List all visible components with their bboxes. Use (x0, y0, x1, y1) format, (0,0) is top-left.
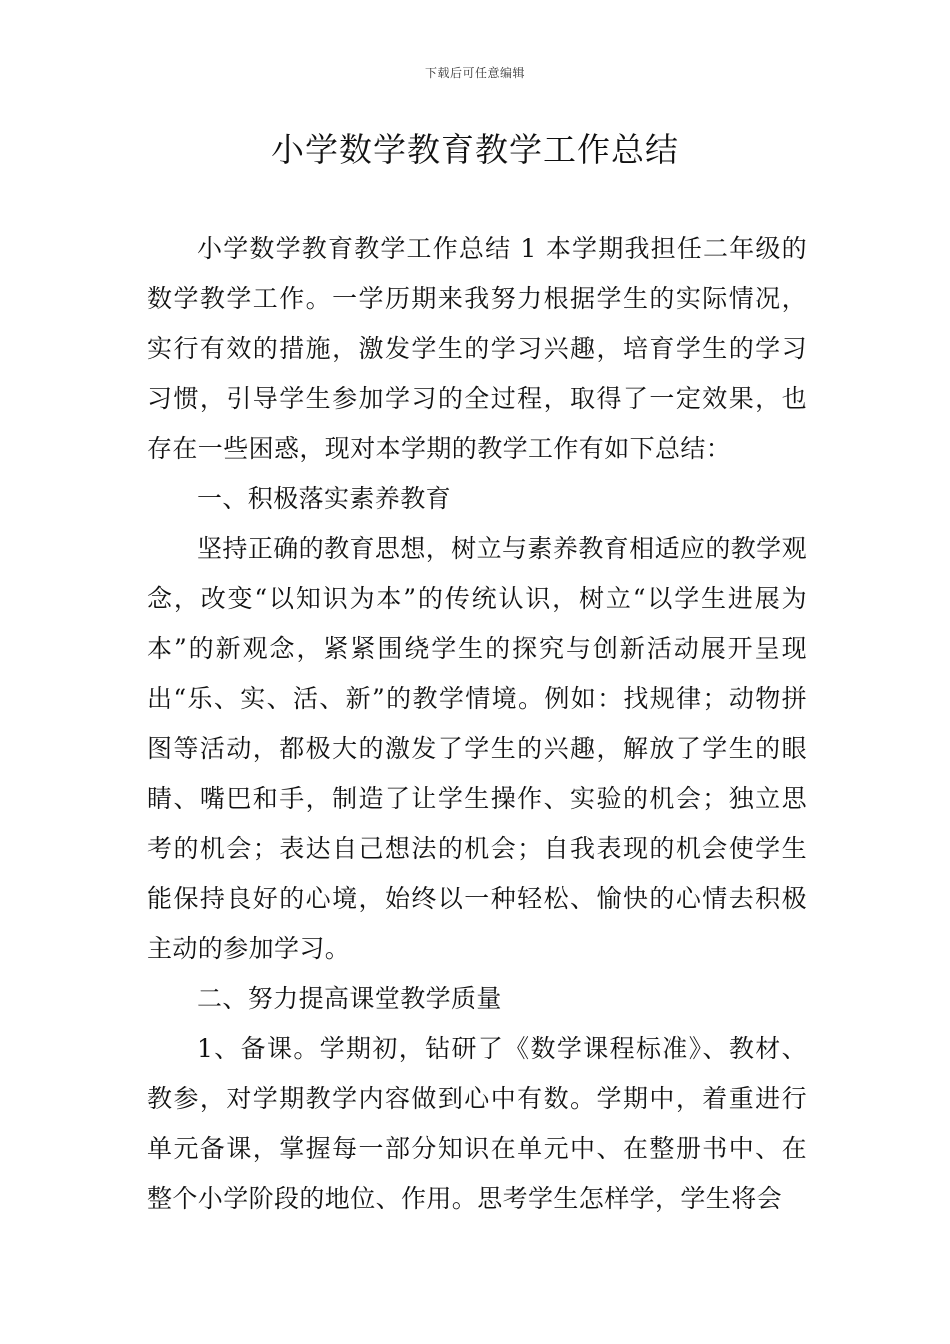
section-heading-2: 二、努力提高课堂教学质量 (197, 984, 502, 1013)
paragraph-quality-education: 坚持正确的教育思想，树立与素养教育相适应的教学观念，改变“以知识为本”的传统认识，树立“以学生进展为本”的新观念，紧紧围绕学生的探究与创新活动展开呈现出“乐、实、活、新”的教学情境。例如：找规律；动物拼图等活动，都极大的激发了学生的兴趣，解放了学生的眼睛、嘴巴和手，制造了让学生操作、实验的机会；独立思考的机会；表达自己想法的机会；自我表现的机会使学生能保持良好的心境，始终以一种轻松、愉快的心情去积极主动的参加学习。 (147, 534, 807, 963)
section-heading-1: 一、积极落实素养教育 (197, 484, 452, 513)
document-title: 小学数学教育教学工作总结 (271, 130, 679, 169)
paragraph-intro: 小学数学教育教学工作总结 1 本学期我担任二年级的数学教学工作。一学历期来我努力根据学生的实际情况，实行有效的措施，激发学生的学习兴趣，培育学生的学习习惯，引导学生参加学习的全过程，取得了一定效果，也存在一些困惑，现对本学期的教学工作有如下总结： (147, 234, 807, 463)
page-header: 下载后可任意编辑 (424, 66, 525, 80)
document-body (147, 224, 807, 1224)
paragraph-lesson-prep: 1、备课。学期初，钻研了《数学课程标准》、教材、教参，对学期教学内容做到心中有数。学期中，着重进行单元备课，掌握每一部分知识在单元中、在整册书中、在整个小学阶段的地位、作用。思考学生怎样学，学生将会 (147, 1034, 807, 1213)
